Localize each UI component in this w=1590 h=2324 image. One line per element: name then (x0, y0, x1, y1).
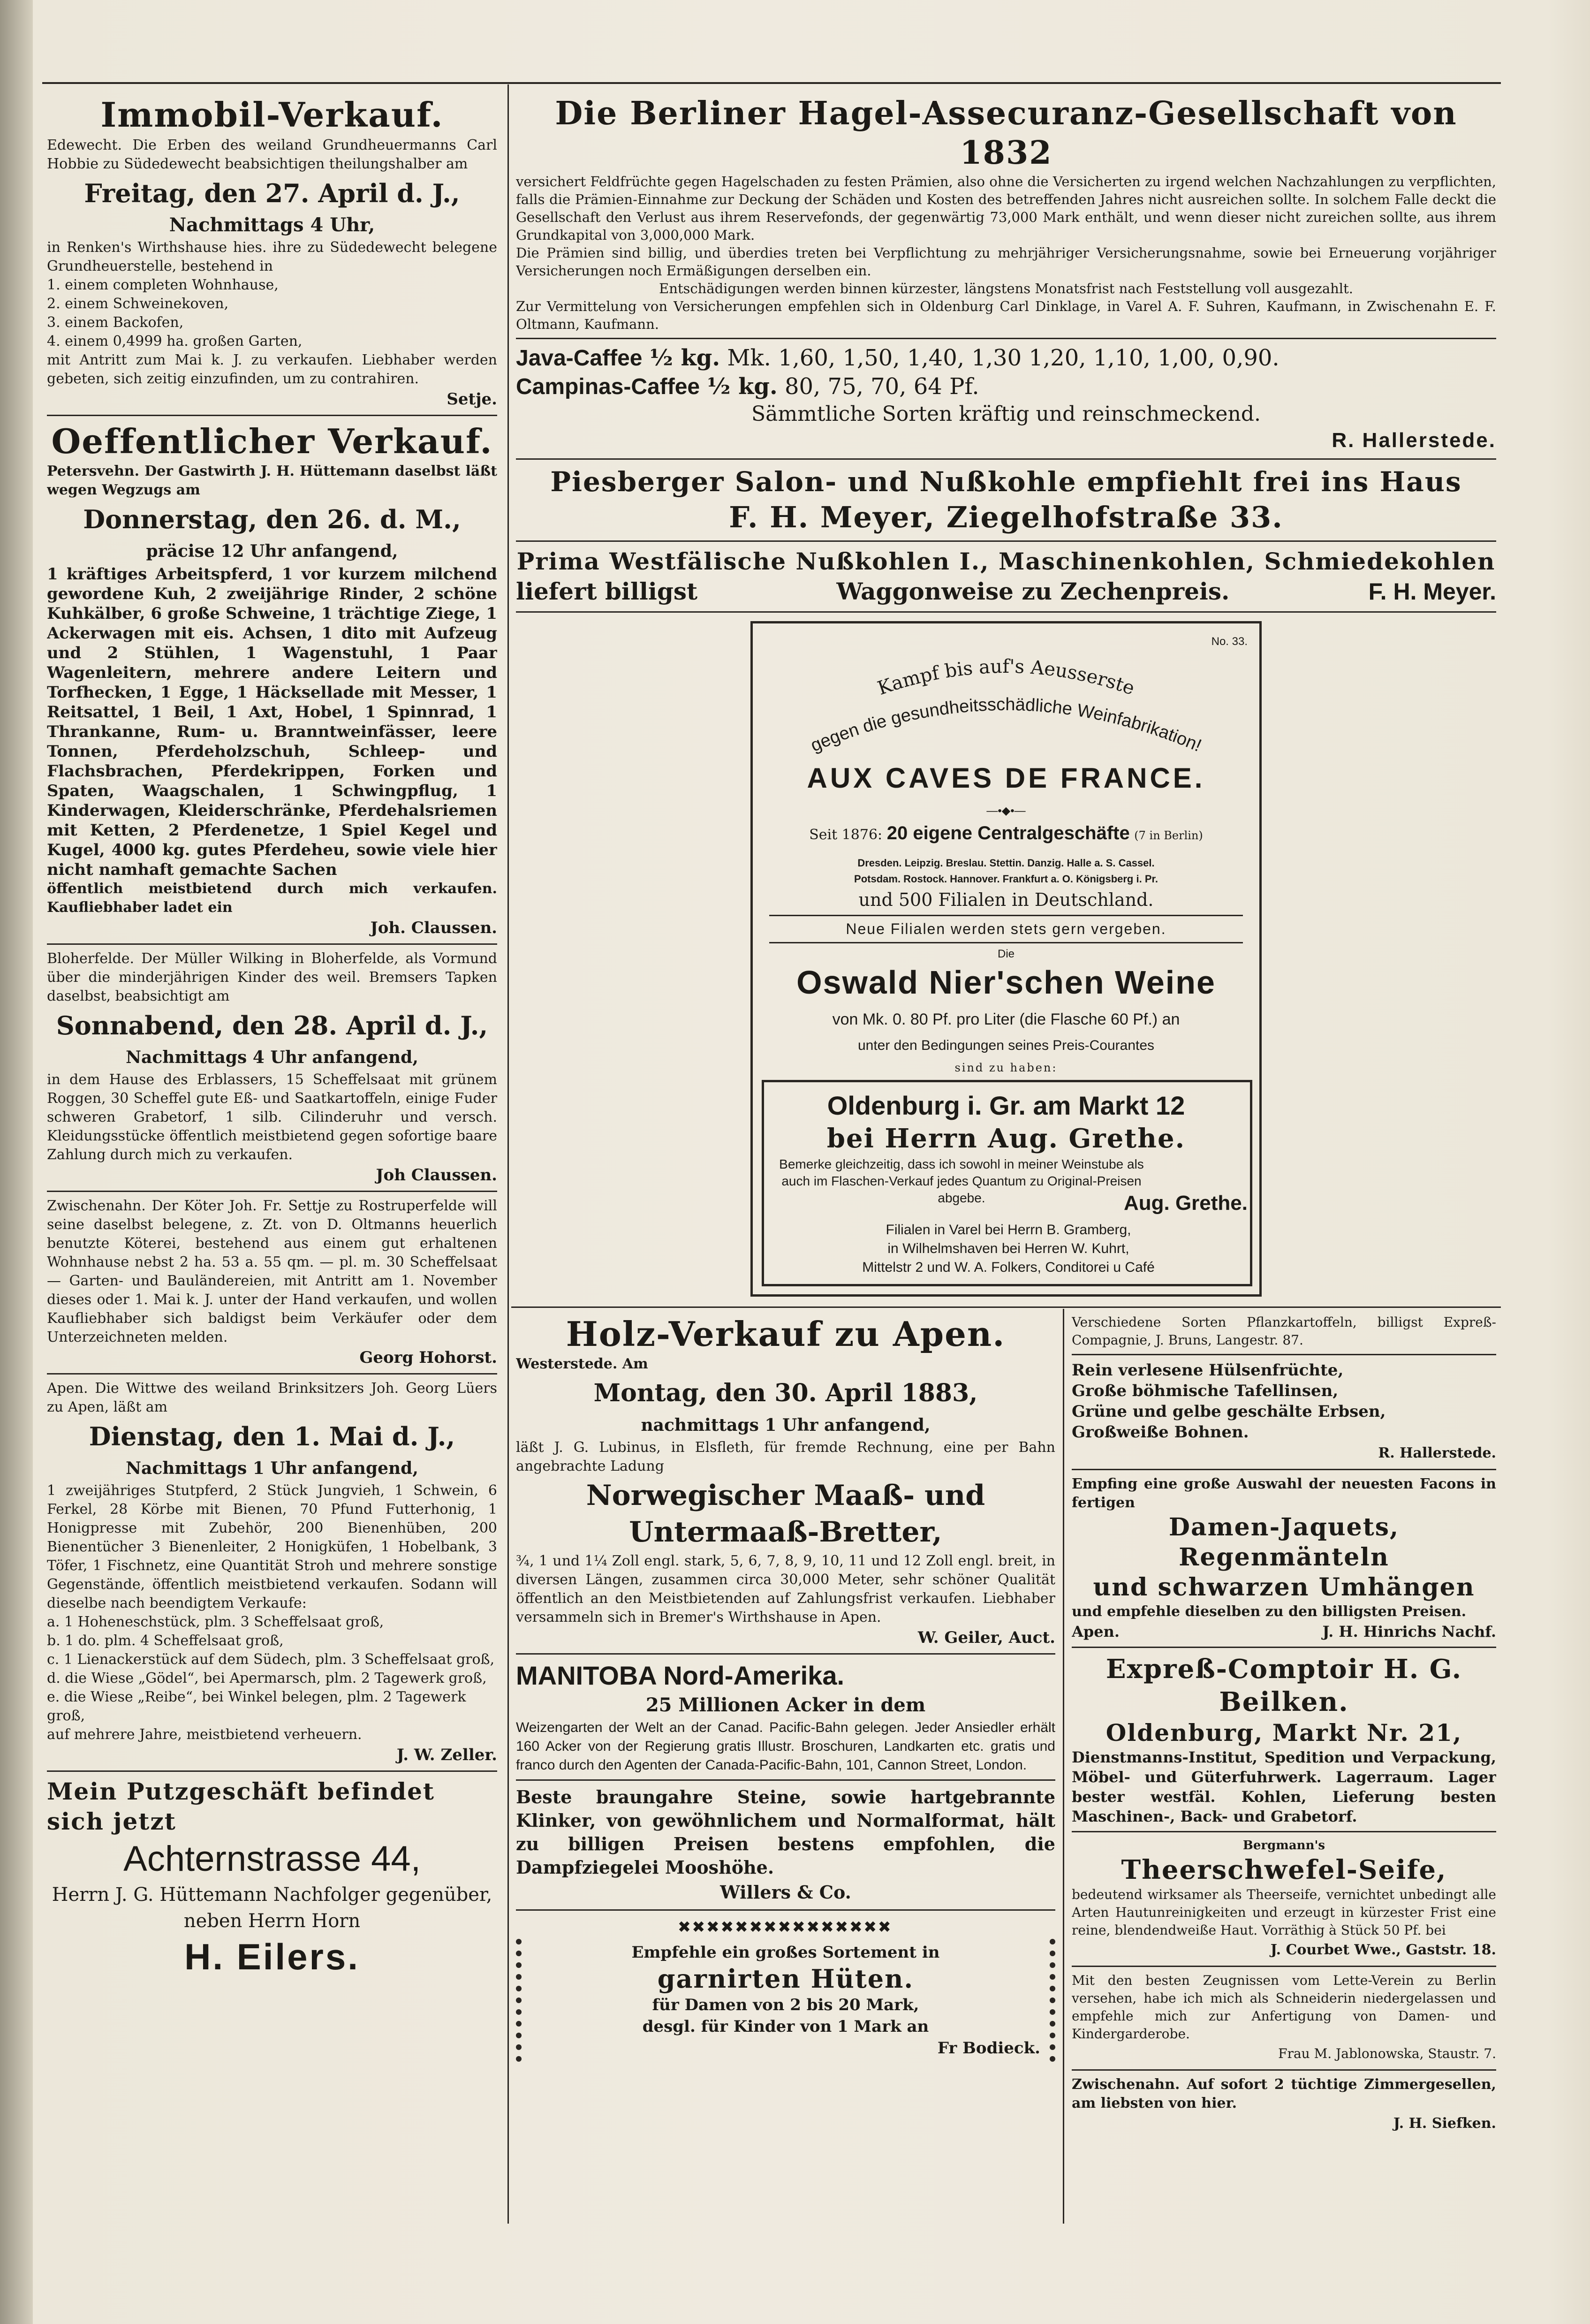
ad-signature: R. Hallerstede. (1378, 1445, 1496, 1461)
ad-divider (516, 611, 1496, 613)
ad-signature: W. Geiler, Auct. (917, 1628, 1055, 1647)
ad-big: Norwegischer Maaß- und (586, 1479, 985, 1512)
middle-column (516, 1314, 1055, 2219)
ad-body: Entschädigungen werden binnen kürzester, längstens Monatsfrist nach Feststellung voll ausgezahlt. (659, 281, 1353, 296)
ad-intro: Edewecht. Die Erben des weiland Grundheuermanns Carl Hobbie zu Südedewecht beabsichtigen theilungshalber am (47, 137, 497, 172)
ad-line: liefert billigst (516, 577, 698, 605)
ad-signature: J. H. Hinrichs Nachf. (1322, 1623, 1496, 1640)
svg-text:Kampf bis auf's Aeusserste (875, 656, 1137, 699)
grethe-signature: Aug. Grethe. (1123, 1192, 1248, 1215)
left-column (47, 94, 497, 2214)
ad-line: Großweiße Bohnen. (1072, 1423, 1249, 1442)
ad-body: Die Prämien sind billig, und überdies treten bei Verpflichtung zu mehrjähriger Versicherungsnahme, sowie bei Erneuerung vorjähriger Versicherungen noch Ermäßigungen derselben ein. (516, 245, 1496, 279)
ad-divider (47, 943, 497, 945)
price-line: von Mk. 0. 80 Pf. pro Liter (die Flasche 60 Pf.) an (832, 1010, 1180, 1028)
ad-holz-verkauf (516, 1314, 1055, 1648)
ad-tail: mit Antritt zum Mai k. J. zu verkaufen. Liebhaber werden gebeten, sich zeitig einzufinden, um zu contrahiren. (47, 352, 497, 387)
ad-body: 1 kräftiges Arbeitspferd, 1 vor kurzem milchend gewordene Kuh, 2 zweijährige Rinder, 2 schöne Kuhkälber, 6 große Schweine, 1 trächtige Ziege, 1 Ackerwagen mit eis. Achsen, 1 dito mit Aufzeug und 2 Stühlen, 1 Wagenstuhl, 1 Paar Wagenleitern, mehrere andere Leitern und Torfhecken, 1 Egge, 1 Häcksellade mit Messer, 1 Reitsattel, 1 Beil, 1 Axt, Hobel, 1 Spinnrad, 1 Thrankanne, Rum- u. Branntweinfässer, leere Tonnen, Pferdeholzschuh, Schleep- und Flachsbrachen, Pferdekrippen, Forken und Spaten, Waagschalen, 1 Schwingpflug, 1 Kinderwagen, Kleiderschränke, Pferdehalsriemen mit Ketten, 2 Pferdenetze, 1 Spiel Kegel und Kugel, 4000 kg. gutes Pferdeheu, sowie viele hier nicht namhaft gemachte Sachen (47, 565, 497, 879)
ad-address: Oldenburg, Markt Nr. 21, (1105, 1719, 1462, 1747)
ad-signature: J. Courbet Wwe., Gaststr. 18. (1270, 1942, 1496, 1958)
ad-big: Untermaaß-Bretter, (629, 1516, 942, 1549)
ad-body: Zwischenahn. Der Köter Joh. Fr. Settje zu Rostruperfelde will seine daselbst belegene, z. Zt. von D. Oltmanns heuerlich benutzte Köterei, bestehend aus einem gut erhaltenen Wohnhause nebst 2 ha. 53 a. 55 qm. — pl. m. 30 Scheffelsaat — Garten- und Bauländereien, mit Antritt am 1. November dieses oder 1. Mai k. J. unter der Hand verkaufen, und wollen Kaufliebhaber sich baldigst beim Verkäufer oder dem Unterzeichneten melden. (47, 1198, 497, 1345)
list-item: 1. einem completen Wohnhause, (47, 277, 279, 293)
ad-place: Westerstede. Am (516, 1356, 648, 1372)
ad-signature: Willers & Co. (720, 1882, 851, 1903)
filialen-line: und 500 Filialen in Deutschland. (858, 889, 1154, 910)
ad-big: Damen-Jaquets, Regenmänteln (1168, 1513, 1400, 1572)
ad-body: ¾, 1 und 1¼ Zoll engl. stark, 5, 6, 7, 8, 9, 10, 11 und 12 Zoll engl. breit, in diversen Längen, zusammen circa 30,000 Meter, sehr schöner Qualität öffentlich an den Meistbietenden auf Zahlungsfrist verkaufen. Liebhaber versammeln sich in Bremer's Wirthshause in Apen. (516, 1553, 1055, 1625)
ad-divider (1072, 1831, 1496, 1832)
ad-divider (1072, 1647, 1496, 1648)
java-prices: Mk. 1,60, 1,50, 1,40, 1,30 1,20, 1,10, 1,00, 0,90. (727, 345, 1280, 371)
ad-zimmergesellen (1072, 2075, 1496, 2134)
ad-line: Grüne und gelbe geschälte Erbsen, (1072, 1402, 1386, 1421)
ad-aux-caves (750, 621, 1262, 1297)
list-item: b. 1 do. plm. 4 Scheffelsaat groß, (47, 1633, 284, 1649)
svg-text:gegen die gesundheitsschädlich (808, 695, 1204, 756)
ad-divider (516, 338, 1496, 339)
count-label: 20 eigene Centralgeschäfte (886, 823, 1130, 843)
ad-line: für Damen von 2 bis 20 Mark, (652, 1996, 919, 2014)
ad-title: Expreß-Comptoir H. G. Beilken. (1105, 1654, 1462, 1717)
ornament-icon: —•◆•— (986, 805, 1026, 817)
column-separator (507, 84, 509, 2224)
ad-body: bedeutend wirksamer als Theerseife, vernichtet unbedingt alle Arten Hautunreinigkeiten und erzeugt in kürzester Frist eine reine, blendendweiße Haut. Vorräthig à Stück 50 Pf. bei (1072, 1887, 1496, 1938)
ad-sub: 25 Millionen Acker in dem (645, 1694, 926, 1716)
ad-line: Waggonweise zu Zechenpreis. (836, 577, 1230, 605)
java-label: Java-Caffee (516, 346, 643, 371)
ad-body: Beste braungahre Steine, sowie hartgebrannte Klinker, von gewöhnlichem und Normalformat, hält zu billigen Preisen bestens empfohlen, die Dampfziegelei Mooshöhe. (516, 1786, 1055, 1878)
ad-title: Theerschwefel-Seife, (1121, 1854, 1447, 1885)
die-label: Die (997, 948, 1015, 960)
ad-title: Immobil-Verkauf. (100, 95, 444, 135)
ad-divider (1072, 1469, 1496, 1470)
ad-damen-jaquets (1072, 1475, 1496, 1642)
ad-bloherfelde (47, 949, 497, 1186)
ad-divider (769, 915, 1243, 916)
ad-putzgeschaeft (47, 1777, 497, 1979)
ad-manitoba (516, 1659, 1055, 1775)
ad-date: Sonnabend, den 28. April d. J., (56, 1010, 488, 1040)
ad-body: Zur Vermittelung von Versicherungen empfehlen sich in Oldenburg Carl Dinklage, in Varel A. F. Suhren, Kaufmann, in Zwischenahn E. F. Oltmann, Kaufmann. (516, 298, 1496, 332)
top-rule (42, 82, 1501, 84)
right-top-area (516, 94, 1496, 1304)
ad-intro: Apen. Die Wittwe des weiland Brinksitzers Joh. Georg Lüers zu Apen, läßt am (47, 1380, 497, 1415)
ad-divider (1072, 1354, 1496, 1355)
ad-time: präcise 12 Uhr anfangend, (146, 541, 398, 561)
ad-title: MANITOBA Nord-Amerika. (516, 1661, 845, 1690)
column-separator-right (1063, 1309, 1064, 2224)
cond-line: unter den Bedingungen seines Preis-Courantes (857, 1038, 1155, 1053)
ad-date: Freitag, den 27. April d. J., (84, 178, 460, 208)
ad-time: Nachmittags 4 Uhr, (169, 214, 375, 236)
ad-body: in dem Hause des Erblassers, 15 Scheffelsaat mit grünem Roggen, 30 Scheffel gute Eß- und Saatkartoffeln, einige Fuder schweren Grabetorf, 1 silb. Cilinderuhr und versch. Kleidungsstücke öffentlich meistbietend gegen sofortige baare Zahlung durch mich zu verkaufen. (47, 1071, 497, 1163)
ad-signature: Joh. Claussen. (370, 919, 497, 937)
ad-body: Mit den besten Zeugnissen vom Lette-Verein zu Berlin versehen, habe ich mich als Schneiderin niedergelassen und empfehle mich zur Anfertigung von Damen- und Kindergarderobe. (1072, 1973, 1496, 2042)
ad-hagel-assecuranz (516, 94, 1496, 333)
ad-body: versichert Feldfrüchte gegen Hagelschaden zu festen Prämien, also ohne die Versicherten zu irgend welchen Nachzahlungen zu verpflichten, falls die Prämien-Einnahme zur Deckung der Schäden und Kosten des betreffenden Jahres nicht ausreichen sollte. In solchem Falle deckt die Gesellschaft den Verlust aus ihrem Reservefonds, der gegenwärtig 73,000 Mark enthält, und wenn dieser nicht zureichen sollte, aus ihrem Grundkapital von 3,000,000 Mark. (516, 174, 1496, 243)
ad-intro: Petersvehn. Der Gastwirth J. H. Hüttemann daselbst läßt wegen Wegzugs am (47, 463, 497, 498)
list-item: c. 1 Lienackerstück auf dem Südech, plm. 3 Scheffelsaat groß, (47, 1651, 495, 1668)
ad-divider (47, 415, 497, 416)
ad-address: Achternstrasse 44, (123, 1839, 421, 1879)
list-item: a. 1 Hoheneschstück, plm. 3 Scheffelsaat groß, (47, 1614, 384, 1630)
ad-body: Zwischenahn. Auf sofort 2 tüchtige Zimmergesellen, am liebsten von hier. (1072, 2076, 1496, 2111)
ad-hueten (516, 1915, 1055, 2062)
neue-line: Neue Filialen werden stets gern vergeben. (846, 920, 1166, 937)
ad-zwischenahn (47, 1197, 497, 1368)
ad-intro: Empfing eine große Auswahl der neuesten Facons in fertigen (1072, 1476, 1496, 1511)
cities-line: Dresden. Leipzig. Breslau. Stettin. Danzig. Halle a. S. Cassel. (857, 857, 1155, 869)
bei-line: bei Herrn Aug. Grethe. (826, 1123, 1186, 1154)
ad-line: Mein Putzgeschäft befindet sich jetzt (47, 1777, 435, 1835)
ad-line: garnirten Hüten. (657, 1964, 914, 1994)
ad-time: Nachmittags 1 Uhr anfangend, (126, 1458, 418, 1478)
ad-pflanzkartoffeln (1072, 1314, 1496, 1349)
ad-java-caffee (516, 344, 1496, 454)
since-label: Seit 1876: (809, 827, 883, 843)
campinas-prices: 80, 75, 70, 64 Pf. (784, 373, 979, 400)
filiale-line: Filialen in Varel bei Herrn B. Gramberg, (886, 1222, 1131, 1238)
ad-signature: R. Hallerstede. (1332, 429, 1496, 452)
ad-line: desgl. für Kinder von 1 Mark an (642, 2017, 929, 2036)
java-unit: ½ kg. (649, 345, 720, 371)
ad-signature: Georg Hohorst. (359, 1348, 497, 1367)
arc-line-1: Kampf bis auf's Aeusserste (875, 655, 1137, 699)
ad-schneiderin (1072, 1972, 1496, 2065)
ad-date: Montag, den 30. April 1883, (593, 1379, 978, 1407)
ad-time: Nachmittags 4 Uhr anfangend, (126, 1048, 418, 1067)
filiale-line: in Wilhelmshaven bei Herren W. Kuhrt, (887, 1241, 1129, 1256)
ad-line: Große böhmische Tafellinsen, (1072, 1382, 1339, 1400)
ad-line: Herrn J. G. Hüttemann Nachfolger gegenüber, neben Herrn Horn (52, 1884, 492, 1932)
ad-body: in Renken's Wirthshause hies. ihre zu Südedewecht belegene Grundheuerstelle, bestehend in (47, 239, 497, 274)
ad-divider (769, 942, 1243, 943)
ad-title: Oeffentlicher Verkauf. (51, 421, 493, 461)
ad-body: 1 zweijähriges Stutpferd, 2 Stück Jungvieh, 1 Schwein, 6 Ferkel, 28 Körbe mit Bienen, 70 Pfund Futterhonig, 1 Honigpresse mit Zubehör, 200 Bienenhüben, 200 Bienentücher 3 Bienenleiter, 2 Honigküfen, 1 Hobelbank, 3 Töfer, 1 Fischnetz, eine Quantität Stroh und mehrere sonstige Gegenstände, öffentlich meistbietend verkaufen. Sodann will dieselbe nach beendigtem Verkaufe: (47, 1482, 497, 1611)
section-divider (511, 1306, 1501, 1308)
list-item: 2. einem Schweinekoven, (47, 296, 229, 312)
ad-signature: F. H. Meyer. (1368, 578, 1496, 605)
ad-pre: Bergmann's (1242, 1838, 1325, 1853)
ad-big: und schwarzen Umhängen (1093, 1573, 1475, 1602)
ad-signature: Setje. (447, 390, 497, 409)
ad-signature: J. H. Siefken. (1393, 2115, 1496, 2132)
ad-steine (516, 1785, 1055, 1905)
ad-signature: Fr Bodieck. (937, 2039, 1040, 2058)
ad-body: Verschiedene Sorten Pflanzkartoffeln, billigst Expreß-Compagnie, J. Bruns, Langestr. 87. (1072, 1314, 1496, 1348)
ad-line: Prima Westfälische Nußkohlen I., Maschinenkohlen, Schmiedekohlen (516, 547, 1496, 575)
ad-signature: Joh Claussen. (376, 1166, 497, 1185)
list-item: e. die Wiese „Reibe“, bei Winkel belegen, plm. 2 Tagewerk groß, (47, 1689, 466, 1724)
haben-line: sind zu haben: (954, 1061, 1058, 1074)
ad-line: Rein verlesene Hülsenfrüchte, (1072, 1361, 1344, 1380)
ad-apen (47, 1379, 497, 1766)
ad-divider (516, 1779, 1055, 1781)
right-lower-column (1072, 1314, 1496, 2219)
ad-immobil-verkauf (47, 94, 497, 410)
berlin-label: (7 in Berlin) (1134, 829, 1203, 842)
ad-divider (1072, 1966, 1496, 1967)
ad-huelsenfruechte (1072, 1360, 1496, 1464)
ad-divider (1072, 2069, 1496, 2071)
list-item: 4. einem 0,4999 ha. großen Garten, (47, 333, 303, 349)
campinas-label: Campinas-Caffee (516, 374, 700, 399)
ad-oeffentlicher-verkauf (47, 421, 497, 939)
ad-date: Donnerstag, den 26. d. M., (83, 504, 461, 534)
brand-name: AUX CAVES DE FRANCE. (807, 762, 1205, 794)
ad-tail: und empfehle dieselben zu den billigsten Preisen. (1072, 1603, 1467, 1620)
bemerke-text: Bemerke gleichzeitig, dass ich sowohl in meiner Weinstube als auch im Flaschen-Verkauf jedes Quantum zu Original-Preisen abgebe. (779, 1157, 1144, 1205)
ad-place: Apen. (1072, 1623, 1120, 1640)
ad-prima-kohlen (516, 547, 1496, 607)
ad-signature: Frau M. Jablonowska, Staustr. 7. (1278, 2046, 1496, 2061)
border-ornament: ✖✖✖✖✖✖✖✖✖✖✖✖✖✖✖ (678, 1915, 893, 1939)
ad-theerschwefel (1072, 1837, 1496, 1961)
list-item: d. die Wiese „Gödel“, bei Apermarsch, plm. 2 Tagewerk groß, (47, 1670, 487, 1686)
ad-date: Dienstag, den 1. Mai d. J., (89, 1421, 455, 1451)
ad-piesberger (516, 464, 1496, 536)
ad-divider (516, 1909, 1055, 1911)
ad-express-comptoir (1072, 1653, 1496, 1826)
list-item: 3. einem Backofen, (47, 314, 184, 331)
ad-divider (47, 1373, 497, 1375)
ad-intro: Bloherfelde. Der Müller Wilking in Bloherfelde, als Vormund über die minderjährigen Kinder des weil. Bremsers Tapken daselbst, beabsichtigt am (47, 950, 497, 1004)
ad-tail: auf mehrere Jahre, meistbietend verheuern. (47, 1726, 362, 1743)
oldenburg-line: Oldenburg i. Gr. am Markt 12 (827, 1091, 1185, 1120)
ad-divider (47, 1770, 497, 1772)
ad-signature: J. W. Zeller. (396, 1746, 497, 1764)
filiale-line: Mittelstr 2 und W. A. Folkers, Conditorei u Café (862, 1260, 1155, 1275)
ad-line: Sämmtliche Sorten kräftig und reinschmeckend. (751, 402, 1261, 426)
ad-title: Die Berliner Hagel-Assecuranz-Gesellschaft von 1832 (555, 95, 1457, 172)
arc-line-2: gegen die gesundheitsschädliche Weinfabrikation! (808, 694, 1204, 756)
ad-title: Holz-Verkauf zu Apen. (566, 1314, 1006, 1354)
ad-number: No. 33. (1211, 635, 1248, 648)
ad-line: Piesberger Salon- und Nußkohle empfiehlt frei ins Haus (550, 466, 1462, 498)
ad-name: H. Eilers. (184, 1936, 360, 1977)
ad-divider (516, 540, 1496, 542)
ad-body: Weizengarten der Welt an der Canad. Pacific-Bahn gelegen. Jeder Ansiedler erhält 160 Acker von der Regierung gratis Illustr. Broschuren, Landkarten etc. gratis und franco durch den Agenten der Canada-Pacific-Bahn, 101, Cannon Street, London. (516, 1720, 1055, 1773)
ad-intro: läßt J. G. Lubinus, in Elsfleth, für fremde Rechnung, eine per Bahn angebrachte Ladung (516, 1439, 1055, 1474)
campinas-unit: ½ kg. (707, 373, 778, 400)
oswald-title: Oswald Nier'schen Weine (796, 964, 1216, 1001)
ad-line: Empfehle ein großes Sortement in (631, 1943, 940, 1962)
ad-body: Dienstmanns-Institut, Spedition und Verpackung, Möbel- und Güterfuhrwerk. Lagerraum. Lager bester westfäl. Kohlen, Lieferung besten Maschinen-, Back- und Grabetorf. (1072, 1748, 1496, 1825)
ad-divider (516, 1653, 1055, 1655)
ad-time: nachmittags 1 Uhr anfangend, (641, 1415, 931, 1435)
ad-line: F. H. Meyer, Ziegelhofstraße 33. (729, 500, 1283, 534)
ad-tail: öffentlich meistbietend durch mich verkaufen. Kaufliebhaber ladet ein (47, 881, 497, 916)
cities-line: Potsdam. Rostock. Hannover. Frankfurt a. O. Königsberg i. Pr. (854, 873, 1158, 885)
ad-divider (47, 1191, 497, 1192)
page-spine (0, 0, 33, 2324)
ad-divider (516, 458, 1496, 460)
